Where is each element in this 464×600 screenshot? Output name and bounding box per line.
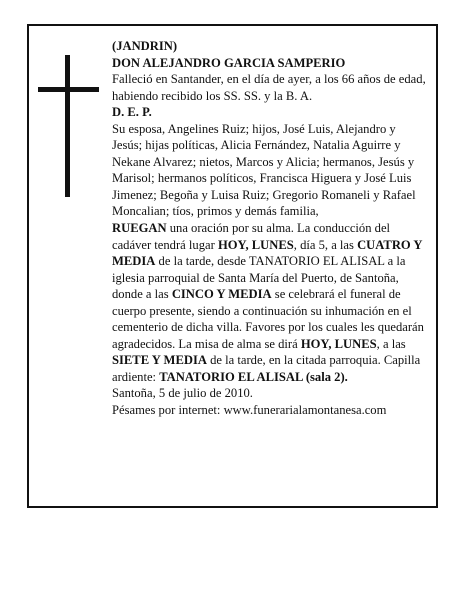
funeral-text-6: de la tarde, en la citada parroquia. Capilla ardiente: <box>112 353 421 384</box>
hoy-lunes-1: HOY, LUNES <box>217 237 294 252</box>
funeral-text-3: de la tarde, desde TANATORIO EL ALISAL a la iglesia parroquial de Santa María del Puerto, de Santoña, donde a las <box>112 254 406 302</box>
obituary-text <box>112 38 428 419</box>
funeral-details <box>112 220 428 385</box>
funeral-text-4: se celebrará el funeral de cuerpo presente, siendo a continuación su inhumación en el cementerio de dicha villa. Favores por los cuales les quedarán agradecidos. La misa de alma se dirá <box>112 287 424 351</box>
deceased-name: DON ALEJANDRO GARCIA SAMPERIO <box>112 55 346 70</box>
funeral-text-5: , a las <box>376 336 406 351</box>
place-date: Santoña, 5 de julio de 2010. <box>112 386 253 401</box>
ruegan-text: RUEGAN <box>112 221 167 236</box>
death-announcement: Falleció en Santander, en el día de ayer, a los 66 años de edad, habiendo recibido los SS. SS. y la B. A. <box>112 72 426 103</box>
dep-line: D. E. P. <box>112 105 152 120</box>
cinco-y-media: CINCO Y MEDIA <box>171 287 272 302</box>
tanatorio-sala: TANATORIO EL ALISAL (sala 2). <box>159 369 348 384</box>
deceased-alias: (JANDRIN) <box>112 39 178 53</box>
hoy-lunes-2: HOY, LUNES <box>300 336 377 351</box>
cross-vertical-bar <box>65 55 70 197</box>
condolences-line: Pésames por internet: www.funerarialamontanesa.com <box>112 403 387 418</box>
family-list: Su esposa, Angelines Ruiz; hijos, José Luis, Alejandro y Jesús; hijas políticas, Alicia Fernández, Natalia Aguirre y Nekane Alvarez; nietos, Marcos y Alicia; hermanos, Jesús y Marisol; hermanos políticos, Francisca Higuera y José Luis Jimenez; Begoña y Luisa Ruiz; Gregorio Romaneli y Rafael Moncalian; tíos, primos y demás familia, <box>112 121 416 219</box>
funeral-text-2: , día 5, a las <box>293 237 358 252</box>
cross-icon <box>38 55 99 197</box>
cuatro-y-media: CUATRO Y MEDIA <box>112 237 423 269</box>
funeral-text-1: una oración por su alma. La conducción del cadáver tendrá lugar <box>112 221 391 252</box>
cross-horizontal-bar <box>38 87 99 92</box>
siete-y-media: SIETE Y MEDIA <box>112 353 207 368</box>
